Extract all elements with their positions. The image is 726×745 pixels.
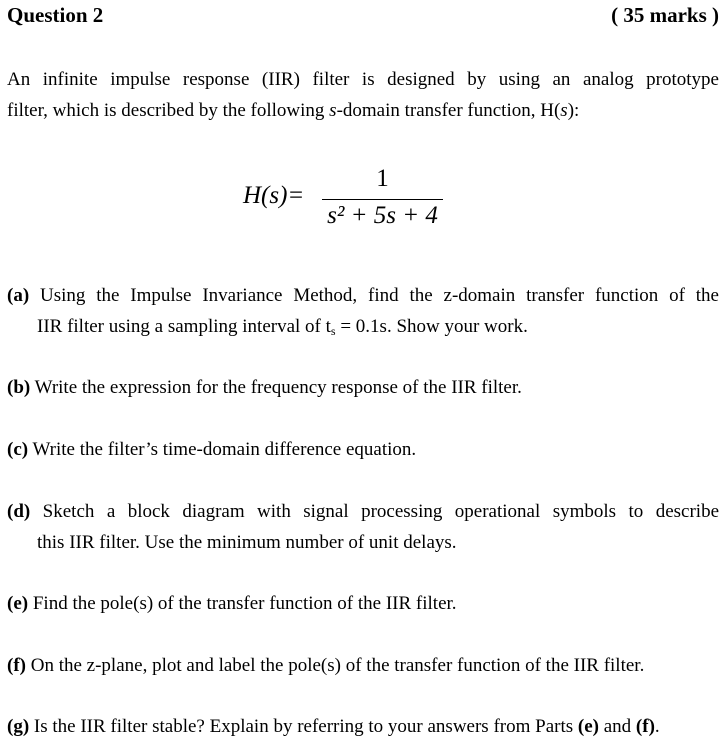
intro-text: filter, which is described by the following [7,100,330,121]
part-d-text: Sketch a block diagram with signal processing operational symbols to describe [30,501,719,522]
part-g-text: and [598,716,636,737]
part-b-text: Write the expression for the frequency response of the IIR filter. [30,377,522,398]
transfer-function-formula [243,165,453,235]
formula-lhs: H(s)= [243,182,305,209]
intro-text: ): [567,100,580,121]
part-e [7,588,719,619]
part-f-label: (f) [7,655,26,676]
part-a [7,280,719,347]
part-a-label: (a) [7,285,30,306]
part-a-line-2 [7,311,719,347]
intro-text: -domain transfer function, H( [336,100,561,121]
part-g-ref-e: (e) [577,716,599,737]
fraction-bar [322,199,443,200]
part-f [7,650,719,681]
part-c-text: Write the filter’s time-domain difference equation. [28,439,417,460]
part-g-text: Is the IIR filter stable? Explain by referring to your answers from Parts [29,716,578,737]
intro-line-1: An infinite impulse response (IIR) filter is designed by using an analog prototype [7,69,719,90]
part-d [7,496,719,558]
part-a-text: = 0.1s. Show your work. [335,316,528,337]
part-b-label: (b) [7,377,31,398]
intro-var-s: s [560,100,568,121]
part-e-text: Find the pole(s) of the transfer function of the IIR filter. [28,593,457,614]
question-title: Question 2 [7,3,104,27]
part-d-line-2: this IIR filter. Use the minimum number of unit delays. [37,532,457,553]
part-g-ref-f: (f) [635,716,655,737]
intro-paragraph [7,64,719,126]
part-a-text: Using the Impulse Invariance Method, find the z-domain transfer function of the [29,285,719,306]
formula-numerator: 1 [376,165,389,192]
part-f-text: On the z-plane, plot and label the pole(s) of the transfer function of the IIR filter. [25,655,645,676]
part-c-label: (c) [7,439,29,460]
part-a-text: IIR filter using a sampling interval of t [37,316,331,337]
part-g-text: . [654,716,660,737]
part-g-label: (g) [7,716,30,737]
part-d-label: (d) [7,501,31,522]
part-b [7,372,719,403]
part-a-line-1 [7,280,719,311]
intro-line-2 [7,95,719,126]
part-c [7,434,719,465]
part-e-label: (e) [7,593,29,614]
question-header [7,3,719,31]
intro-var-s: s [329,100,337,121]
subscript-s: s [330,324,336,338]
part-g [7,711,719,742]
part-d-line-1 [7,496,719,527]
formula-denominator: s² + 5s + 4 [327,202,438,229]
question-marks: ( 35 marks ) [611,3,719,27]
